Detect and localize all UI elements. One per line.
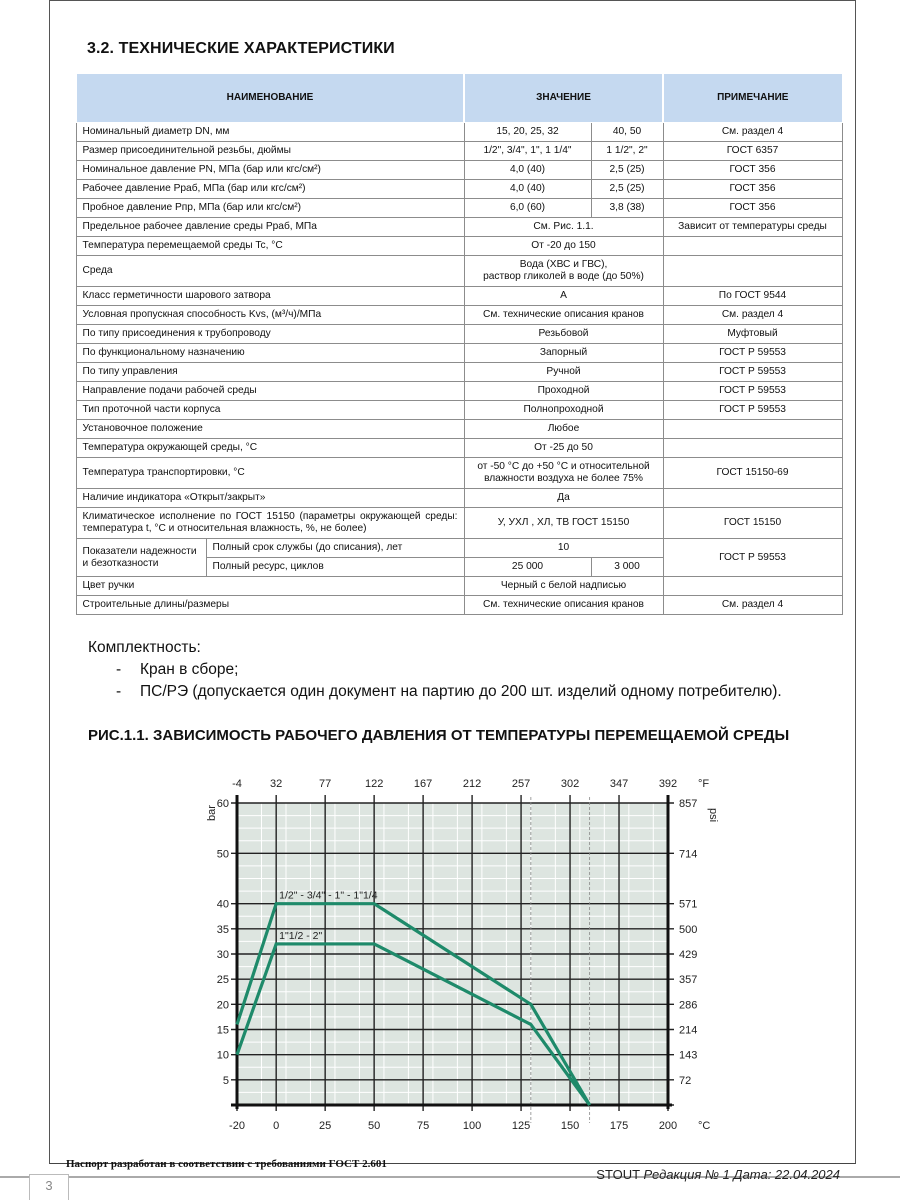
row-value-2: 40, 50	[591, 123, 663, 142]
table-row	[76, 325, 842, 344]
row-note: ГОСТ 356	[663, 161, 842, 180]
row-name: Номинальный диаметр DN, мм	[76, 123, 464, 142]
row-note: См. раздел 4	[663, 123, 842, 142]
table-row	[76, 382, 842, 401]
completeness-item: - Кран в сборе;	[88, 659, 782, 681]
row-value	[464, 458, 663, 489]
row-value	[464, 256, 663, 287]
x2-tick-label: 167	[413, 778, 433, 790]
row-value: А	[464, 287, 663, 306]
x-axis-unit: °C	[698, 1120, 711, 1132]
x2-tick-label: 212	[462, 778, 482, 790]
y2-axis-unit: psi	[707, 807, 719, 823]
row-note: См. раздел 4	[663, 306, 842, 325]
row-note: ГОСТ 15150-69	[663, 458, 842, 489]
y-tick-label: 60	[216, 798, 229, 810]
row-name: Размер присоединительной резьбы, дюймы	[76, 142, 464, 161]
row-note: ГОСТ Р 59553	[663, 539, 842, 577]
y-tick-label: 20	[216, 999, 229, 1012]
row-value-2: 2,5 (25)	[591, 180, 663, 199]
row-name: Среда	[76, 256, 464, 287]
table-row	[76, 218, 842, 237]
row-name: Температура перемещаемой среды Tc, °C	[76, 237, 464, 256]
row-name: Полный срок службы (до списания), лет	[206, 539, 464, 558]
completeness-section	[88, 637, 782, 703]
y2-tick-label: 72	[679, 1074, 692, 1087]
row-name: Полный ресурс, циклов	[206, 558, 464, 577]
table-row	[76, 306, 842, 325]
row-note: ГОСТ Р 59553	[663, 344, 842, 363]
row-note: Зависит от температуры среды	[663, 218, 842, 237]
row-value: У, УХЛ , ХЛ, ТВ ГОСТ 15150	[464, 508, 663, 539]
row-value-1: 15, 20, 25, 32	[464, 123, 591, 142]
completeness-title: Комплектность:	[88, 639, 201, 656]
row-note	[663, 237, 842, 256]
table-row	[76, 180, 842, 199]
row-value: От -20 до 150	[464, 237, 663, 256]
y-tick-label: 10	[216, 1049, 229, 1062]
x-tick-label: 125	[511, 1120, 531, 1132]
row-name: Тип проточной части корпуса	[76, 401, 464, 420]
chart-plot-area	[206, 778, 719, 1132]
table-row	[76, 508, 842, 539]
row-group-name: Показатели надежности и безотказности	[76, 539, 206, 577]
row-name: По типу присоединения к трубопроводу	[76, 325, 464, 344]
row-name: Направление подачи рабочей среды	[76, 382, 464, 401]
y2-tick-label: 143	[679, 1049, 698, 1062]
pressure-temperature-chart	[190, 765, 730, 1145]
table-row	[76, 237, 842, 256]
row-name: Условная пропускная способность Kvs, (м³/ч)/МПа	[76, 306, 464, 325]
table-row	[76, 363, 842, 382]
series-label: 1/2" - 3/4" - 1" - 1"1/4	[279, 889, 378, 902]
x2-tick-label: 392	[658, 778, 678, 790]
header-name: НАИМЕНОВАНИЕ	[76, 74, 464, 123]
series-label: 1"1/2 - 2"	[279, 929, 323, 942]
y-tick-label: 15	[216, 1024, 229, 1037]
x-tick-label: 0	[273, 1120, 280, 1132]
row-value: От -25 до 50	[464, 439, 663, 458]
x2-tick-label: 347	[609, 778, 629, 790]
edition-info	[596, 1167, 840, 1182]
row-value: Запорный	[464, 344, 663, 363]
edition-text: Редакция № 1 Дата: 22.04.2024	[643, 1167, 840, 1182]
x-tick-label: 100	[462, 1120, 482, 1132]
row-value-1: 4,0 (40)	[464, 161, 591, 180]
x-tick-label: 75	[416, 1120, 430, 1132]
row-value-2: 2,5 (25)	[591, 161, 663, 180]
row-note	[663, 420, 842, 439]
spec-table	[75, 73, 843, 615]
row-name: Цвет ручки	[76, 577, 464, 596]
row-note: ГОСТ 356	[663, 180, 842, 199]
table-row	[76, 458, 842, 489]
y2-tick-label: 429	[679, 949, 698, 961]
row-value-2: 1 1/2", 2"	[591, 142, 663, 161]
row-value: Черный с белой надписью	[464, 577, 663, 596]
row-note	[663, 489, 842, 508]
row-name: Рабочее давление Pраб, МПа (бар или кгс/см²)	[76, 180, 464, 199]
x-tick-label: 50	[368, 1120, 381, 1132]
x-tick-label: 175	[609, 1120, 629, 1132]
y-tick-label: 50	[216, 848, 229, 861]
y-tick-label: 25	[216, 974, 229, 987]
x2-axis-unit: °F	[698, 778, 710, 790]
row-value: Резьбовой	[464, 325, 663, 344]
row-name: Наличие индикатора «Открыт/закрыт»	[76, 489, 464, 508]
row-name: По типу управления	[76, 363, 464, 382]
table-row	[76, 596, 842, 615]
row-name: Температура транспортировки, °C	[76, 458, 464, 489]
row-value-1: 1/2", 3/4", 1", 1 1/4"	[464, 142, 591, 161]
row-note: ГОСТ Р 59553	[663, 401, 842, 420]
row-value-line-1: от -50 °С до +50 °С и относительной	[477, 461, 650, 472]
row-value: Любое	[464, 420, 663, 439]
table-row	[76, 420, 842, 439]
row-value: См. технические описания кранов	[464, 596, 663, 615]
table-row	[76, 199, 842, 218]
table-row	[76, 161, 842, 180]
y2-tick-label: 571	[679, 898, 698, 911]
y-axis-unit: bar	[206, 805, 218, 821]
row-value-1: 6,0 (60)	[464, 199, 591, 218]
row-note: См. раздел 4	[663, 596, 842, 615]
row-value-line-2: влажности воздуха не более 75%	[484, 473, 643, 484]
table-row	[76, 142, 842, 161]
row-note: Муфтовый	[663, 325, 842, 344]
row-value: Да	[464, 489, 663, 508]
footer-note: Паспорт разработан в соответствии с требованиями ГОСТ 2.601	[66, 1158, 387, 1170]
table-row	[76, 539, 842, 558]
header-note: ПРИМЕЧАНИЕ	[663, 74, 842, 123]
row-value-1: 4,0 (40)	[464, 180, 591, 199]
row-name: Предельное рабочее давление среды Pраб, МПа	[76, 218, 464, 237]
row-name: Пробное давление Pпр, МПа (бар или кгс/см²)	[76, 199, 464, 218]
x-tick-label: -20	[229, 1120, 245, 1132]
y-tick-label: 40	[216, 898, 229, 911]
figure-title: РИС.1.1. ЗАВИСИМОСТЬ РАБОЧЕГО ДАВЛЕНИЯ ОТ ТЕМПЕРАТУРЫ ПЕРЕМЕЩАЕМОЙ СРЕДЫ	[88, 727, 790, 744]
row-name: Климатическое исполнение по ГОСТ 15150 (параметры окружающей среды: температура t, °С и относительная влажность, %, не более)	[76, 508, 464, 539]
section-title: 3.2. ТЕХНИЧЕСКИЕ ХАРАКТЕРИСТИКИ	[87, 40, 395, 57]
row-value: Проходной	[464, 382, 663, 401]
row-note: ГОСТ 15150	[663, 508, 842, 539]
row-value-2: 3 000	[591, 558, 663, 577]
header-value: ЗНАЧЕНИЕ	[464, 74, 663, 123]
row-name: Номинальное давление PN, МПа (бар или кгс/см²)	[76, 161, 464, 180]
y2-tick-label: 857	[679, 798, 698, 810]
row-note: ГОСТ Р 59553	[663, 382, 842, 401]
row-note	[663, 577, 842, 596]
completeness-list	[88, 659, 782, 703]
y2-tick-label: 214	[679, 1024, 698, 1037]
row-name: Температура окружающей среды, °C	[76, 439, 464, 458]
row-note: По ГОСТ 9544	[663, 287, 842, 306]
row-note	[663, 439, 842, 458]
x-tick-label: 150	[560, 1120, 580, 1132]
y2-tick-label: 286	[679, 999, 698, 1012]
x2-tick-label: 122	[364, 778, 384, 790]
row-value: Полнопроходной	[464, 401, 663, 420]
table-row	[76, 401, 842, 420]
row-note: ГОСТ 6357	[663, 142, 842, 161]
table-row	[76, 344, 842, 363]
row-value-line-2: раствор гликолей в воде (до 50%)	[483, 271, 644, 282]
table-row	[76, 577, 842, 596]
row-note: ГОСТ Р 59553	[663, 363, 842, 382]
table-row	[76, 439, 842, 458]
row-name: По функциональному назначению	[76, 344, 464, 363]
table-row	[76, 256, 842, 287]
page-number: 3	[29, 1174, 69, 1200]
table-header-row	[76, 74, 842, 123]
row-name: Установочное положение	[76, 420, 464, 439]
y-tick-label: 5	[222, 1074, 229, 1087]
row-note: ГОСТ 356	[663, 199, 842, 218]
row-value-line-1: Вода (ХВС и ГВС),	[519, 259, 608, 270]
row-value-1: 25 000	[464, 558, 591, 577]
y2-tick-label: 357	[679, 974, 698, 987]
completeness-item: - ПС/РЭ (допускается один документ на партию до 200 шт. изделий одному потребителю).	[88, 681, 782, 703]
x2-tick-label: 302	[560, 778, 580, 790]
y2-tick-label: 500	[679, 923, 698, 936]
x2-tick-label: 257	[511, 778, 531, 790]
x-tick-label: 25	[319, 1120, 332, 1132]
x2-tick-label: -4	[232, 778, 242, 790]
x2-tick-label: 77	[319, 778, 332, 790]
table-row	[76, 489, 842, 508]
table-row	[76, 123, 842, 142]
x-tick-label: 200	[658, 1120, 678, 1132]
y-tick-label: 30	[216, 949, 229, 961]
table-row	[76, 287, 842, 306]
row-note	[663, 256, 842, 287]
row-value: См. технические описания кранов	[464, 306, 663, 325]
row-value: 10	[464, 539, 663, 558]
row-value: См. Рис. 1.1.	[464, 218, 663, 237]
brand-name: STOUT	[596, 1167, 640, 1182]
y-tick-label: 35	[216, 923, 229, 936]
row-name: Класс герметичности шарового затвора	[76, 287, 464, 306]
y2-tick-label: 714	[679, 848, 698, 861]
row-name: Строительные длины/размеры	[76, 596, 464, 615]
row-value: Ручной	[464, 363, 663, 382]
x2-tick-label: 32	[270, 778, 283, 790]
row-value-2: 3,8 (38)	[591, 199, 663, 218]
